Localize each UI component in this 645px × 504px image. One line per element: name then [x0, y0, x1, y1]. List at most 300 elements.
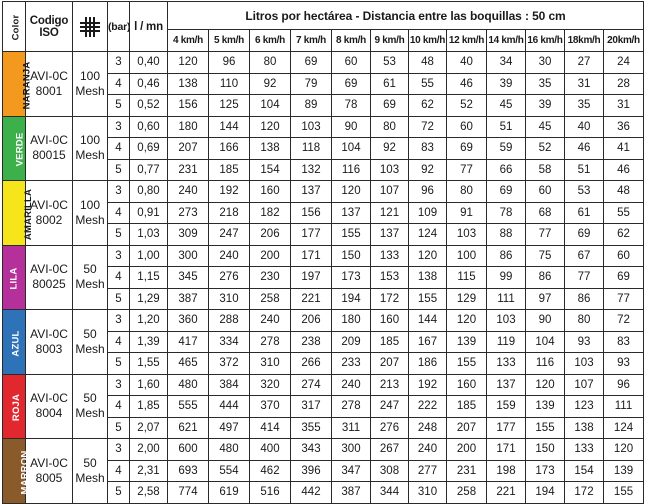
liters-per-hectare-cell: 155 [409, 288, 447, 310]
liters-per-hectare-cell: 115 [447, 267, 487, 289]
mesh-size: 50 Mesh [73, 439, 108, 504]
liters-per-hectare-cell: 53 [371, 52, 409, 74]
liters-per-hectare-cell: 69 [291, 52, 332, 74]
liters-per-hectare-cell: 93 [565, 331, 604, 353]
liters-per-hectare-cell: 80 [565, 310, 604, 332]
liters-per-hectare-cell: 173 [332, 267, 371, 289]
liters-per-hectare-cell: 396 [291, 460, 332, 482]
liters-per-hectare-cell: 370 [250, 396, 291, 418]
liters-per-hectare-cell: 465 [168, 353, 209, 375]
pressure-bar-cell: 3 [108, 439, 130, 461]
liters-per-hectare-cell: 107 [371, 181, 409, 203]
table-row [3, 439, 644, 461]
pressure-bar-cell: 4 [108, 73, 130, 95]
liters-per-hectare-cell: 180 [168, 116, 209, 138]
liters-per-hectare-cell: 137 [291, 181, 332, 203]
speed-header: 9 km/h [371, 30, 409, 52]
liters-per-hectare-cell: 88 [487, 224, 526, 246]
pressure-bar-cell: 5 [108, 353, 130, 375]
liters-per-hectare-cell: 48 [409, 52, 447, 74]
liters-per-hectare-cell: 320 [250, 374, 291, 396]
liters-per-hectare-cell: 444 [209, 396, 250, 418]
liters-per-hectare-cell: 156 [168, 95, 209, 117]
liters-per-hectare-cell: 310 [209, 288, 250, 310]
flow-rate-cell: 1,85 [130, 396, 168, 418]
liters-per-hectare-cell: 343 [291, 439, 332, 461]
liters-per-hectare-cell: 79 [291, 73, 332, 95]
liters-per-hectare-cell: 24 [604, 52, 644, 74]
liters-per-hectare-cell: 61 [371, 73, 409, 95]
mesh-size: 50 Mesh [73, 310, 108, 375]
liters-per-hectare-cell: 120 [604, 439, 644, 461]
flow-rate-cell: 1,39 [130, 331, 168, 353]
liters-per-hectare-cell: 192 [209, 181, 250, 203]
liters-per-hectare-cell: 138 [565, 417, 604, 439]
liters-per-hectare-cell: 197 [291, 267, 332, 289]
liters-per-hectare-cell: 177 [487, 417, 526, 439]
liters-per-hectare-cell: 207 [168, 138, 209, 160]
iso-code: AVI-0C 80015 [26, 116, 73, 181]
mesh-size: 100 Mesh [73, 181, 108, 246]
liters-per-hectare-cell: 278 [332, 396, 371, 418]
liters-per-hectare-cell: 109 [409, 202, 447, 224]
flow-rate-cell: 0,80 [130, 181, 168, 203]
liters-per-hectare-cell: 274 [291, 374, 332, 396]
mesh-size: 100 Mesh [73, 116, 108, 181]
liters-per-hectare-cell: 80 [371, 116, 409, 138]
liters-per-hectare-cell: 123 [565, 396, 604, 418]
flow-rate-cell: 1,60 [130, 374, 168, 396]
liters-per-hectare-cell: 300 [332, 439, 371, 461]
liters-per-hectare-cell: 240 [250, 310, 291, 332]
pressure-bar-cell: 5 [108, 95, 130, 117]
pressure-bar-cell: 5 [108, 417, 130, 439]
liters-per-hectare-cell: 160 [447, 374, 487, 396]
liters-per-hectare-cell: 198 [487, 460, 526, 482]
liters-per-hectare-cell: 150 [332, 245, 371, 267]
liters-per-hectare-cell: 185 [447, 396, 487, 418]
liters-per-hectare-cell: 387 [332, 482, 371, 504]
liters-per-hectare-cell: 45 [526, 116, 565, 138]
liters-per-hectare-cell: 35 [526, 73, 565, 95]
liters-per-hectare-cell: 103 [291, 116, 332, 138]
liters-per-hectare-cell: 138 [168, 73, 209, 95]
table-row [3, 245, 644, 267]
liters-per-hectare-cell: 96 [209, 52, 250, 74]
liters-per-hectare-cell: 97 [526, 288, 565, 310]
color-column-header: Color [3, 2, 26, 52]
pressure-bar-cell: 5 [108, 482, 130, 504]
speed-header: 6 km/h [250, 30, 291, 52]
nozzle-color-label: VERDE [14, 132, 26, 167]
liters-per-hectare-cell: 192 [409, 374, 447, 396]
liters-per-hectare-cell: 133 [565, 439, 604, 461]
liters-per-hectare-cell: 310 [409, 482, 447, 504]
liters-per-hectare-cell: 150 [526, 439, 565, 461]
liters-per-hectare-cell: 300 [168, 245, 209, 267]
liters-per-hectare-cell: 129 [447, 288, 487, 310]
liters-per-hectare-cell: 154 [565, 460, 604, 482]
header-row-top [3, 2, 644, 30]
liters-per-hectare-cell: 107 [565, 374, 604, 396]
liters-per-hectare-cell: 60 [447, 116, 487, 138]
liters-per-hectare-cell: 31 [565, 73, 604, 95]
liters-per-hectare-cell: 92 [250, 73, 291, 95]
liters-per-hectare-cell: 60 [332, 52, 371, 74]
liters-per-hectare-cell: 86 [526, 267, 565, 289]
liters-per-hectare-cell: 39 [526, 95, 565, 117]
liters-per-hectare-cell: 222 [409, 396, 447, 418]
liters-per-hectare-cell: 417 [168, 331, 209, 353]
liters-per-hectare-cell: 92 [409, 159, 447, 181]
liters-per-hectare-cell: 116 [526, 353, 565, 375]
liters-per-hectare-cell: 414 [250, 417, 291, 439]
liters-per-hectare-cell: 72 [409, 116, 447, 138]
liters-per-hectare-cell: 206 [250, 224, 291, 246]
liters-per-hectare-cell: 69 [371, 95, 409, 117]
liters-per-hectare-cell: 77 [565, 267, 604, 289]
table-header [3, 2, 644, 52]
speed-header: 4 km/h [168, 30, 209, 52]
liters-per-hectare-cell: 39 [487, 73, 526, 95]
liters-per-hectare-cell: 78 [487, 202, 526, 224]
liters-per-hectare-cell: 111 [604, 396, 644, 418]
liters-per-hectare-cell: 133 [487, 353, 526, 375]
speed-header: 8 km/h [332, 30, 371, 52]
liters-per-hectare-cell: 155 [604, 482, 644, 504]
liters-per-hectare-cell: 206 [291, 310, 332, 332]
liters-per-hectare-cell: 72 [604, 310, 644, 332]
liters-per-hectare-cell: 62 [409, 95, 447, 117]
liters-per-hectare-cell: 480 [209, 439, 250, 461]
nozzle-color-swatch [3, 245, 26, 310]
liters-per-hectare-cell: 51 [487, 116, 526, 138]
flow-rate-cell: 1,15 [130, 267, 168, 289]
mesh-size: 50 Mesh [73, 374, 108, 439]
liters-per-hectare-cell: 77 [604, 288, 644, 310]
pressure-bar-cell: 4 [108, 138, 130, 160]
liters-per-hectare-cell: 317 [291, 396, 332, 418]
liters-per-hectare-cell: 100 [447, 245, 487, 267]
liters-per-hectare-cell: 40 [447, 52, 487, 74]
pressure-bar-cell: 4 [108, 267, 130, 289]
liters-per-hectare-cell: 90 [332, 116, 371, 138]
liters-per-hectare-cell: 207 [447, 417, 487, 439]
flow-rate-cell: 0,91 [130, 202, 168, 224]
liters-per-hectare-cell: 104 [526, 331, 565, 353]
liters-per-hectare-cell: 248 [409, 417, 447, 439]
flow-rate-cell: 2,07 [130, 417, 168, 439]
nozzle-spray-table [2, 1, 644, 504]
liters-per-hectare-cell: 238 [291, 331, 332, 353]
liters-per-hectare-title: Litros por hectárea - Distancia entre las boquillas : 50 cm [168, 2, 644, 30]
liters-per-hectare-cell: 462 [250, 460, 291, 482]
pressure-bar-cell: 4 [108, 460, 130, 482]
liters-per-hectare-cell: 155 [526, 417, 565, 439]
mesh-size: 50 Mesh [73, 245, 108, 310]
flow-rate-cell: 0,69 [130, 138, 168, 160]
liters-per-hectare-cell: 240 [209, 245, 250, 267]
liters-per-hectare-cell: 89 [291, 95, 332, 117]
liters-per-hectare-cell: 121 [371, 202, 409, 224]
iso-code-column-header: Codigo ISO [26, 2, 73, 52]
liters-per-hectare-cell: 267 [371, 439, 409, 461]
pressure-bar-cell: 3 [108, 52, 130, 74]
table-row [3, 52, 644, 74]
liters-per-hectare-cell: 154 [250, 159, 291, 181]
liters-per-hectare-cell: 110 [209, 73, 250, 95]
nozzle-color-label: ROJA [11, 394, 23, 422]
liters-per-hectare-cell: 104 [250, 95, 291, 117]
liters-per-hectare-cell: 138 [409, 267, 447, 289]
flow-rate-cell: 2,58 [130, 482, 168, 504]
liters-per-hectare-cell: 120 [250, 116, 291, 138]
speed-header: 12 km/h [447, 30, 487, 52]
liters-per-hectare-cell: 288 [209, 310, 250, 332]
liters-per-hectare-cell: 68 [526, 202, 565, 224]
speed-header: 16 km/h [526, 30, 565, 52]
liters-per-hectare-cell: 53 [565, 181, 604, 203]
liters-per-hectare-cell: 111 [487, 288, 526, 310]
flow-rate-cell: 0,46 [130, 73, 168, 95]
liters-per-hectare-cell: 139 [447, 331, 487, 353]
liters-per-hectare-cell: 207 [371, 353, 409, 375]
liters-per-hectare-cell: 60 [526, 181, 565, 203]
liters-per-hectare-cell: 167 [409, 331, 447, 353]
liters-per-hectare-cell: 247 [209, 224, 250, 246]
flow-rate-cell: 0,52 [130, 95, 168, 117]
liters-per-hectare-cell: 600 [168, 439, 209, 461]
liters-per-hectare-cell: 137 [371, 224, 409, 246]
speed-header: 10 km/h [409, 30, 447, 52]
liters-per-hectare-cell: 58 [526, 159, 565, 181]
liters-per-hectare-cell: 83 [409, 138, 447, 160]
liters-per-hectare-cell: 177 [291, 224, 332, 246]
liters-per-hectare-cell: 59 [487, 138, 526, 160]
liters-per-hectare-cell: 124 [409, 224, 447, 246]
nozzle-color-swatch [3, 374, 26, 439]
liters-per-hectare-cell: 116 [332, 159, 371, 181]
nozzle-color-swatch [3, 181, 35, 246]
liters-per-hectare-cell: 139 [526, 396, 565, 418]
liters-per-hectare-cell: 273 [168, 202, 209, 224]
liters-per-hectare-cell: 125 [209, 95, 250, 117]
iso-code: AVI-0C 8005 [26, 439, 73, 504]
liters-per-hectare-cell: 387 [168, 288, 209, 310]
liters-per-hectare-cell: 180 [332, 310, 371, 332]
liters-per-hectare-cell: 185 [209, 159, 250, 181]
liters-per-hectare-cell: 153 [371, 267, 409, 289]
flow-rate-cell: 0,77 [130, 159, 168, 181]
liters-per-hectare-cell: 200 [250, 245, 291, 267]
liters-per-hectare-cell: 555 [168, 396, 209, 418]
liters-per-hectare-cell: 137 [487, 374, 526, 396]
liters-per-hectare-cell: 93 [604, 353, 644, 375]
liters-per-hectare-cell: 103 [371, 159, 409, 181]
liters-per-hectare-cell: 185 [371, 331, 409, 353]
liters-per-hectare-cell: 46 [604, 159, 644, 181]
liters-per-hectare-cell: 400 [250, 439, 291, 461]
liters-per-hectare-cell: 103 [487, 310, 526, 332]
flow-rate-cell: 2,31 [130, 460, 168, 482]
flow-rate-cell: 0,40 [130, 52, 168, 74]
liters-per-hectare-cell: 40 [565, 116, 604, 138]
nozzle-color-label: LILA [8, 267, 20, 290]
table-row [3, 310, 644, 332]
liters-per-hectare-cell: 103 [447, 224, 487, 246]
pressure-bar-cell: 4 [108, 202, 130, 224]
speed-header: 20km/h [604, 30, 644, 52]
iso-code: AVI-0C 8002 [26, 181, 73, 246]
pressure-bar-cell: 5 [108, 224, 130, 246]
liters-per-hectare-cell: 155 [447, 353, 487, 375]
liters-per-hectare-cell: 619 [209, 482, 250, 504]
liters-per-hectare-cell: 276 [371, 417, 409, 439]
liters-per-hectare-cell: 69 [565, 224, 604, 246]
speed-header: 5 km/h [209, 30, 250, 52]
liters-per-hectare-cell: 156 [291, 202, 332, 224]
liters-per-hectare-cell: 277 [409, 460, 447, 482]
nozzle-color-label: AMARILLA [23, 188, 35, 240]
liters-per-hectare-cell: 442 [291, 482, 332, 504]
liters-per-hectare-cell: 60 [604, 245, 644, 267]
liters-per-hectare-cell: 77 [526, 224, 565, 246]
liters-per-hectare-cell: 61 [565, 202, 604, 224]
liters-per-hectare-cell: 46 [447, 73, 487, 95]
liters-per-hectare-cell: 144 [409, 310, 447, 332]
flow-rate-cell: 1,03 [130, 224, 168, 246]
liters-per-hectare-cell: 91 [447, 202, 487, 224]
liters-per-hectare-cell: 118 [291, 138, 332, 160]
liters-per-hectare-cell: 258 [447, 482, 487, 504]
liters-per-hectare-cell: 171 [487, 439, 526, 461]
liters-per-hectare-cell: 80 [447, 181, 487, 203]
flow-rate-cell: 2,00 [130, 439, 168, 461]
liters-per-hectare-cell: 360 [168, 310, 209, 332]
liters-per-hectare-cell: 77 [447, 159, 487, 181]
nozzle-color-swatch [3, 52, 33, 117]
liters-per-hectare-cell: 182 [250, 202, 291, 224]
liters-per-hectare-cell: 621 [168, 417, 209, 439]
pressure-bar-cell: 3 [108, 116, 130, 138]
liters-per-hectare-cell: 83 [604, 331, 644, 353]
liters-per-hectare-cell: 86 [565, 288, 604, 310]
table-row [3, 374, 644, 396]
liters-per-hectare-cell: 171 [291, 245, 332, 267]
liters-per-hectare-cell: 258 [250, 288, 291, 310]
liters-per-hectare-cell: 213 [371, 374, 409, 396]
liters-per-hectare-cell: 55 [409, 73, 447, 95]
liters-per-hectare-cell: 309 [168, 224, 209, 246]
liters-per-hectare-cell: 230 [250, 267, 291, 289]
liters-per-hectare-cell: 186 [409, 353, 447, 375]
liters-per-hectare-cell: 231 [168, 159, 209, 181]
liters-per-hectare-cell: 52 [447, 95, 487, 117]
liters-per-hectare-cell: 69 [604, 267, 644, 289]
nozzle-color-label: MARRON [19, 450, 31, 495]
liters-per-hectare-cell: 96 [604, 374, 644, 396]
liters-per-hectare-cell: 144 [209, 116, 250, 138]
liters-per-hectare-cell: 200 [447, 439, 487, 461]
liters-per-hectare-cell: 34 [487, 52, 526, 74]
liters-per-hectare-cell: 41 [604, 138, 644, 160]
liters-per-hectare-cell: 80 [250, 52, 291, 74]
liters-per-hectare-cell: 35 [565, 95, 604, 117]
liters-per-hectare-cell: 240 [409, 439, 447, 461]
liters-per-hectare-cell: 96 [409, 181, 447, 203]
liters-per-hectare-cell: 133 [371, 245, 409, 267]
liters-per-hectare-cell: 120 [168, 52, 209, 74]
liters-per-hectare-cell: 554 [209, 460, 250, 482]
liters-per-hectare-cell: 137 [332, 202, 371, 224]
liters-per-hectare-cell: 233 [332, 353, 371, 375]
pressure-bar-cell: 4 [108, 331, 130, 353]
pressure-bar-cell: 3 [108, 310, 130, 332]
nozzle-color-swatch [3, 439, 31, 504]
pressure-bar-cell: 5 [108, 288, 130, 310]
liters-per-hectare-cell: 124 [604, 417, 644, 439]
liters-per-hectare-cell: 774 [168, 482, 209, 504]
liters-per-hectare-cell: 240 [168, 181, 209, 203]
liters-per-hectare-cell: 160 [250, 181, 291, 203]
flow-rate-cell: 0,60 [130, 116, 168, 138]
liters-per-hectare-cell: 69 [332, 73, 371, 95]
nozzle-color-swatch [3, 310, 26, 375]
nozzle-color-label: AZUL [10, 330, 22, 357]
liters-per-hectare-cell: 139 [604, 460, 644, 482]
liters-per-hectare-cell: 104 [332, 138, 371, 160]
pressure-bar-cell: 3 [108, 245, 130, 267]
liters-per-hectare-cell: 120 [332, 181, 371, 203]
liters-per-hectare-cell: 159 [487, 396, 526, 418]
pressure-bar-cell: 5 [108, 159, 130, 181]
liters-per-hectare-cell: 120 [447, 310, 487, 332]
liters-per-hectare-cell: 69 [447, 138, 487, 160]
liters-per-hectare-cell: 231 [447, 460, 487, 482]
nozzle-color-label: NARANJA [21, 61, 33, 110]
liters-per-hectare-cell: 221 [291, 288, 332, 310]
liters-per-hectare-cell: 31 [604, 95, 644, 117]
table-row [3, 116, 644, 138]
pressure-column-header: (bar) [108, 2, 130, 52]
flow-rate-cell: 1,55 [130, 353, 168, 375]
liters-per-hectare-cell: 51 [565, 159, 604, 181]
flow-rate-cell: 1,20 [130, 310, 168, 332]
liters-per-hectare-cell: 132 [291, 159, 332, 181]
pressure-bar-cell: 4 [108, 396, 130, 418]
flow-rate-cell: 1,29 [130, 288, 168, 310]
liters-per-hectare-cell: 276 [209, 267, 250, 289]
liters-per-hectare-cell: 311 [332, 417, 371, 439]
liters-per-hectare-cell: 278 [250, 331, 291, 353]
speed-header: 14 km/h [487, 30, 526, 52]
liters-per-hectare-cell: 78 [332, 95, 371, 117]
liters-per-hectare-cell: 209 [332, 331, 371, 353]
liters-per-hectare-cell: 355 [291, 417, 332, 439]
liters-per-hectare-cell: 36 [604, 116, 644, 138]
hash-grid-icon [79, 16, 101, 38]
liters-per-hectare-cell: 372 [209, 353, 250, 375]
liters-per-hectare-cell: 52 [526, 138, 565, 160]
iso-code: AVI-0C 80025 [26, 245, 73, 310]
liters-per-hectare-cell: 172 [565, 482, 604, 504]
liters-per-hectare-cell: 480 [168, 374, 209, 396]
liters-per-hectare-cell: 247 [371, 396, 409, 418]
liters-per-hectare-cell: 119 [487, 331, 526, 353]
mesh-column-header [73, 2, 108, 52]
table-row [3, 181, 644, 203]
liters-per-hectare-cell: 347 [332, 460, 371, 482]
